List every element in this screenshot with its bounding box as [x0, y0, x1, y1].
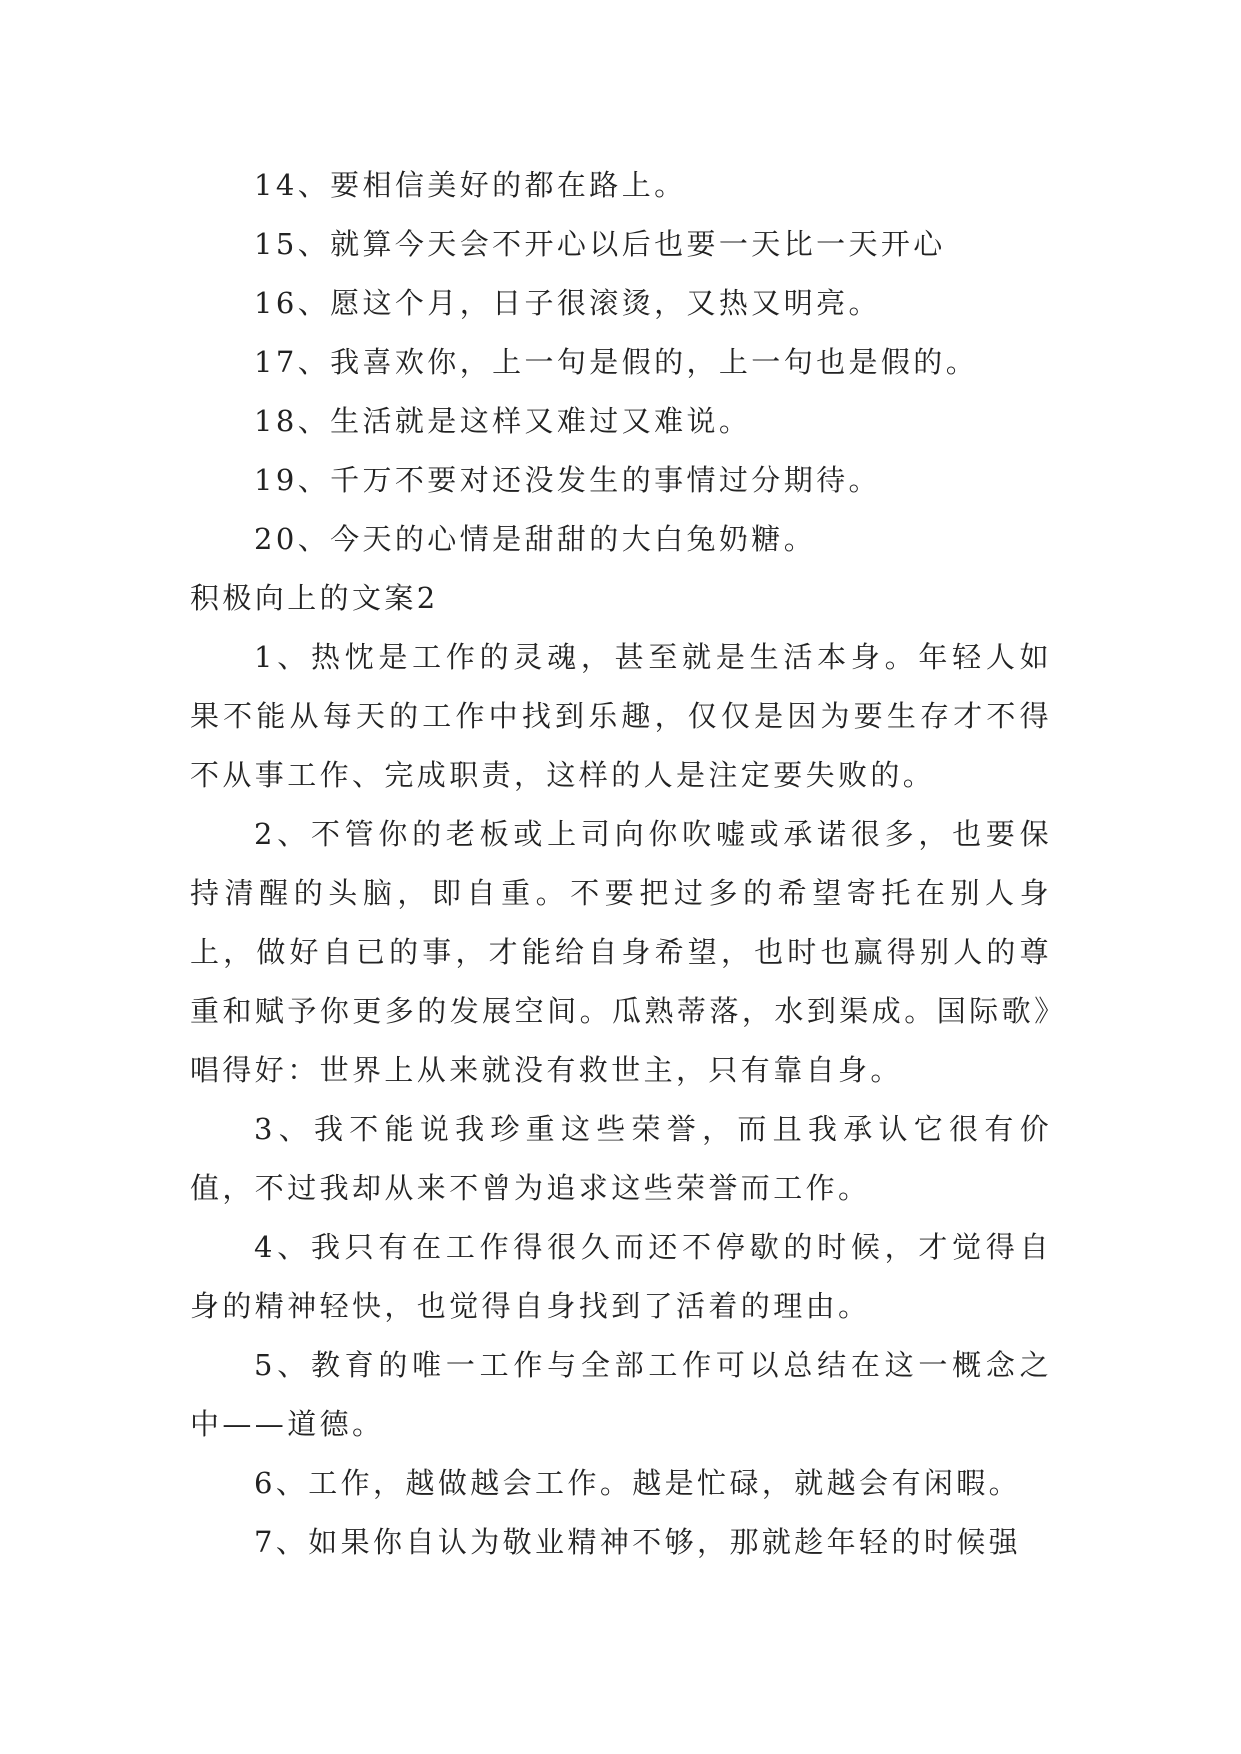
list-item: 20、今天的心情是甜甜的大白兔奶糖。 — [254, 522, 817, 556]
list-item: 14、要相信美好的都在路上。 — [254, 168, 687, 202]
paragraph: 2、不管你的老板或上司向你吹嘘或承诺很多，也要保持清醒的头脑，即自重。不要把过多的希望寄托在别人身上，做好自已的事，才能给自身希望，也时也赢得别人的尊重和赋予你更多的发展空间。瓜熟蒂落，水到渠成。国际歌》唱得好：世界上从来就没有救世主，只有靠自身。 — [190, 817, 1052, 1087]
section-heading: 积极向上的文案2 — [190, 581, 439, 615]
paragraph: 6、工作，越做越会工作。越是忙碌，就越会有闲暇。 — [254, 1466, 1022, 1500]
list-item: 18、生活就是这样又难过又难说。 — [254, 404, 752, 438]
paragraph: 5、教育的唯一工作与全部工作可以总结在这一概念之中——道德。 — [190, 1348, 1052, 1441]
paragraph: 3、我不能说我珍重这些荣誉，而且我承认它很有价值，不过我却从来不曾为追求这些荣誉而工作。 — [190, 1112, 1052, 1205]
paragraph: 1、热忱是工作的灵魂，甚至就是生活本身。年轻人如果不能从每天的工作中找到乐趣，仅仅是因为要生存才不得不从事工作、完成职责，这样的人是注定要失败的。 — [190, 640, 1052, 792]
list-item: 17、我喜欢你，上一句是假的，上一句也是假的。 — [254, 345, 979, 379]
document-body — [190, 156, 1052, 1572]
list-item: 19、千万不要对还没发生的事情过分期待。 — [254, 463, 881, 497]
list-item: 16、愿这个月，日子很滚烫，又热又明亮。 — [254, 286, 881, 320]
paragraph: 4、我只有在工作得很久而还不停歇的时候，才觉得自身的精神轻快，也觉得自身找到了活着的理由。 — [190, 1230, 1052, 1323]
list-item: 15、就算今天会不开心以后也要一天比一天开心 — [254, 227, 946, 261]
paragraph: 7、如果你自认为敬业精神不够，那就趁年轻的时候强 — [254, 1525, 1022, 1559]
